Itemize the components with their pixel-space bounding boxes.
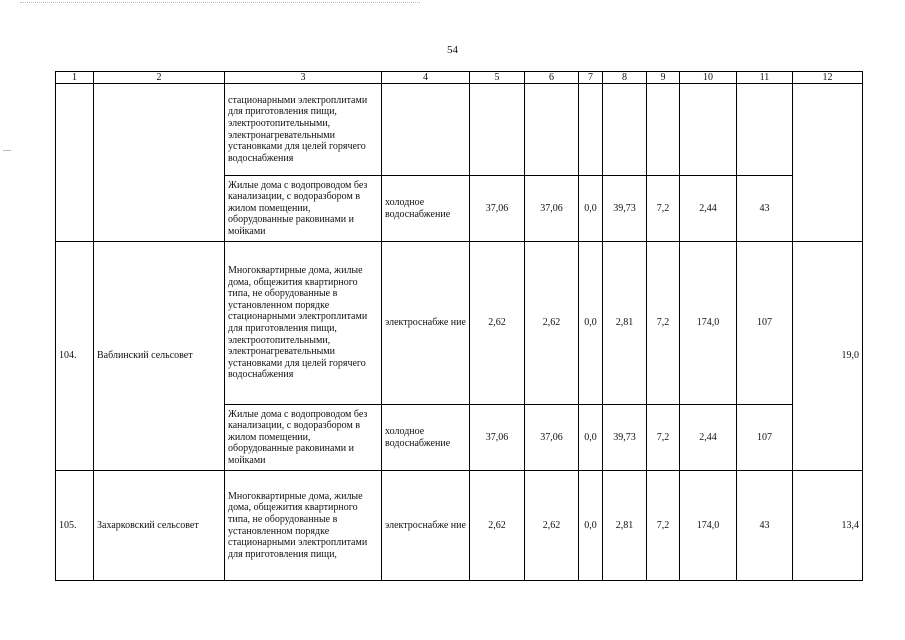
col-header-6: 6: [525, 72, 579, 84]
value-c9: 7,2: [647, 405, 680, 471]
value-c10: 2,44: [680, 176, 737, 242]
row-number: 105.: [56, 471, 94, 581]
cont-name-cell: [94, 84, 225, 242]
settlement-name: Захарковский сельсовет: [94, 471, 225, 581]
elec-description: Многоквартирные дома, жилые дома, общежития квартирного типа, не оборудованные в установленном порядке стационарными электроплитами для приготовления пищи,: [225, 471, 382, 581]
value-c10: 2,44: [680, 405, 737, 471]
empty-cell: [603, 84, 647, 176]
value-c6: 2,62: [525, 471, 579, 581]
value-c12: 13,4: [793, 471, 863, 581]
value-c8: 39,73: [603, 405, 647, 471]
col-header-8: 8: [603, 72, 647, 84]
scan-edge-mark: [20, 2, 420, 4]
water-description: Жилые дома с водопроводом без канализации, с водоразбором в жилом помещении, оборудованные раковинами и мойками: [225, 405, 382, 471]
scan-margin-mark: [3, 150, 11, 151]
cont-num-cell: [56, 84, 94, 242]
row-number: 104.: [56, 242, 94, 471]
value-c5: 2,62: [470, 471, 525, 581]
col-header-5: 5: [470, 72, 525, 84]
empty-cell: [680, 84, 737, 176]
col-header-12: 12: [793, 72, 863, 84]
page-number: 54: [447, 44, 458, 56]
value-c9: 7,2: [647, 176, 680, 242]
table-row: [56, 84, 863, 176]
cont-c12-cell: [793, 84, 863, 242]
col-header-7: 7: [579, 72, 603, 84]
value-c9: 7,2: [647, 242, 680, 405]
value-c8: 2,81: [603, 242, 647, 405]
value-c11: 43: [737, 176, 793, 242]
col-header-4: 4: [382, 72, 470, 84]
col-header-9: 9: [647, 72, 680, 84]
value-c11: 43: [737, 471, 793, 581]
empty-cell: [647, 84, 680, 176]
value-c7: 0,0: [579, 176, 603, 242]
empty-cell: [382, 84, 470, 176]
value-c6: 2,62: [525, 242, 579, 405]
empty-cell: [579, 84, 603, 176]
column-number-row: [56, 72, 863, 84]
empty-cell: [470, 84, 525, 176]
tariff-table: [55, 71, 863, 581]
value-c5: 37,06: [470, 176, 525, 242]
value-c7: 0,0: [579, 242, 603, 405]
utility-type: электроснабже ние: [382, 242, 470, 405]
cont-description: стационарными электроплитами для приготовления пищи, электроотопительными, электронагревательными установками для целей горячего водоснабжения: [225, 84, 382, 176]
utility-type: холодное водоснабжение: [382, 405, 470, 471]
value-c11: 107: [737, 405, 793, 471]
elec-description: Многоквартирные дома, жилые дома, общежития квартирного типа, не оборудованные в установленном порядке стационарными электроплитами для приготовления пищи, электроотопительными, электронагревательными установками для целей горячего водоснабжения: [225, 242, 382, 405]
value-c6: 37,06: [525, 176, 579, 242]
value-c10: 174,0: [680, 242, 737, 405]
value-c9: 7,2: [647, 471, 680, 581]
table-row: [56, 471, 863, 581]
col-header-1: 1: [56, 72, 94, 84]
settlement-name: Ваблинский сельсовет: [94, 242, 225, 471]
value-c8: 39,73: [603, 176, 647, 242]
utility-type: холодное водоснабжение: [382, 176, 470, 242]
col-header-11: 11: [737, 72, 793, 84]
value-c10: 174,0: [680, 471, 737, 581]
value-c5: 2,62: [470, 242, 525, 405]
empty-cell: [525, 84, 579, 176]
col-header-10: 10: [680, 72, 737, 84]
value-c8: 2,81: [603, 471, 647, 581]
value-c7: 0,0: [579, 471, 603, 581]
empty-cell: [737, 84, 793, 176]
col-header-2: 2: [94, 72, 225, 84]
water-description: Жилые дома с водопроводом без канализации, с водоразбором в жилом помещении, оборудованные раковинами и мойками: [225, 176, 382, 242]
col-header-3: 3: [225, 72, 382, 84]
value-c12: 19,0: [793, 242, 863, 471]
value-c5: 37,06: [470, 405, 525, 471]
value-c6: 37,06: [525, 405, 579, 471]
table-row: [56, 242, 863, 405]
utility-type: электроснабже ние: [382, 471, 470, 581]
value-c7: 0,0: [579, 405, 603, 471]
value-c11: 107: [737, 242, 793, 405]
